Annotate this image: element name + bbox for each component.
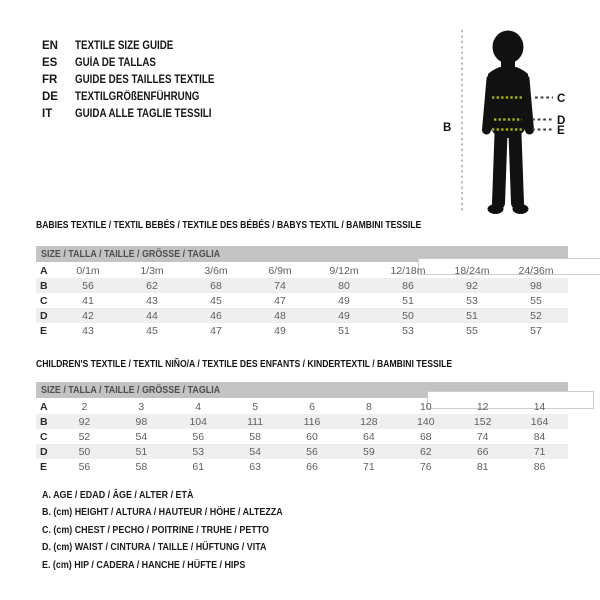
height-label: B <box>443 122 452 134</box>
table-cell: 51 <box>338 324 350 337</box>
table-cell: 56 <box>78 460 91 473</box>
lang-title: GUIDA ALLE TAGLIE TESSILI <box>75 107 212 120</box>
table-cell: 53 <box>192 445 205 458</box>
lang-title: TEXTILGRÖßENFÜHRUNG <box>75 90 200 103</box>
table-row <box>36 263 568 278</box>
table-cell: 140 <box>417 415 435 428</box>
table-cell: 45 <box>210 294 222 307</box>
lang-title: GUIDE DES TAILLES TEXTILE <box>75 73 215 86</box>
table-cell: 116 <box>303 415 321 428</box>
children-section-title: CHILDREN'S TEXTILE / TEXTIL NIÑO/A / TEXTILE DES ENFANTS / KINDERTEXTIL / BAMBINI TESSILE <box>36 358 453 370</box>
table-cell: 61 <box>192 460 205 473</box>
table-cell: 52 <box>78 430 91 443</box>
table-cell: 152 <box>473 415 492 428</box>
legend-line-age: A. AGE / EDAD / ÂGE / ALTER / ETÀ <box>42 488 194 501</box>
table-cell: 55 <box>530 294 542 307</box>
legend-line-chest: C. (cm) CHEST / PECHO / POITRINE / TRUHE / PETTO <box>42 523 269 536</box>
table-row <box>36 308 568 323</box>
children-table-rows <box>36 399 568 474</box>
lang-row-en <box>42 37 239 54</box>
table-cell: 81 <box>476 460 489 473</box>
table-cell: 98 <box>530 279 542 292</box>
table-cell: 128 <box>360 415 378 428</box>
table-row <box>36 444 568 459</box>
table-cell: 14 <box>533 400 546 413</box>
table-row <box>36 278 568 293</box>
lang-row-fr <box>42 71 239 88</box>
language-title-list <box>42 37 239 122</box>
table-cell: 49 <box>338 294 350 307</box>
table-cell: 51 <box>402 294 414 307</box>
child-silhouette <box>487 31 530 215</box>
table-cell: 49 <box>274 324 286 337</box>
table-cell: 76 <box>419 460 432 473</box>
table-cell: 6 <box>309 400 315 413</box>
table-cell: 86 <box>533 460 546 473</box>
table-cell: 3/6m <box>204 264 228 277</box>
table-cell: 71 <box>363 460 375 473</box>
table-row <box>36 414 568 429</box>
table-cell: 60 <box>306 430 318 443</box>
table-cell: 47 <box>274 294 286 307</box>
row-label: D <box>40 309 48 322</box>
table-cell: 41 <box>82 294 94 307</box>
table-cell: 58 <box>249 430 261 443</box>
babies-table-rows <box>36 263 568 338</box>
table-cell: 111 <box>247 415 264 428</box>
row-label: E <box>40 324 48 337</box>
table-cell: 66 <box>476 445 489 458</box>
lang-row-es <box>42 54 239 71</box>
table-cell: 10 <box>419 400 432 413</box>
babies-section-title: BABIES TEXTILE / TEXTIL BEBÉS / TEXTILE DES BÉBÉS / BABYS TEXTIL / BAMBINI TESSILE <box>36 219 422 231</box>
table-cell: 2 <box>81 400 88 413</box>
table-cell: 12/18m <box>390 264 426 277</box>
table-cell: 57 <box>530 324 542 337</box>
table-cell: 164 <box>530 415 549 428</box>
table-cell: 43 <box>82 324 94 337</box>
table-cell: 56 <box>306 445 318 458</box>
table-cell: 50 <box>78 445 91 458</box>
table-row <box>36 429 568 444</box>
table-row <box>36 293 568 308</box>
table-cell: 56 <box>82 279 94 292</box>
table-cell: 84 <box>533 430 546 443</box>
lang-code: FR <box>42 73 58 86</box>
lang-title: GUÍA DE TALLAS <box>75 56 156 69</box>
lang-row-it <box>42 105 239 122</box>
table-cell: 3 <box>138 400 145 413</box>
lang-title: TEXTILE SIZE GUIDE <box>75 39 174 52</box>
lang-code: IT <box>42 107 53 120</box>
table-cell: 68 <box>210 279 222 292</box>
row-label: E <box>40 460 48 473</box>
table-cell: 66 <box>306 460 318 473</box>
table-row <box>36 399 568 414</box>
table-cell: 9/12m <box>329 264 359 277</box>
table-cell: 74 <box>274 279 286 292</box>
table-cell: 44 <box>146 309 158 322</box>
table-cell: 62 <box>146 279 158 292</box>
table-cell: 55 <box>466 324 478 337</box>
row-label: A <box>40 400 48 413</box>
row-label: C <box>40 294 48 307</box>
table-cell: 8 <box>365 400 372 413</box>
table-cell: 74 <box>476 430 489 443</box>
table-cell: 53 <box>466 294 478 307</box>
chest-label: C <box>557 93 566 105</box>
waist-label: D <box>557 115 566 127</box>
child-silhouette-diagram <box>440 22 600 222</box>
table-cell: 98 <box>135 415 148 428</box>
table-cell: 54 <box>135 430 148 443</box>
lang-code: EN <box>42 39 58 52</box>
lang-code: DE <box>42 90 58 103</box>
row-label: A <box>40 264 48 277</box>
table-cell: 42 <box>82 309 94 322</box>
table-cell: 1/3m <box>140 264 164 277</box>
table-cell: 58 <box>135 460 148 473</box>
row-label: B <box>40 279 48 292</box>
table-cell: 49 <box>338 309 350 322</box>
table-cell: 0/1m <box>76 264 100 277</box>
table-cell: 63 <box>249 460 261 473</box>
table-cell: 24/36m <box>518 264 554 277</box>
measurement-figure <box>440 22 600 222</box>
row-label: B <box>40 415 48 428</box>
table-cell: 56 <box>192 430 205 443</box>
table-cell: 62 <box>419 445 432 458</box>
table-cell: 6/9m <box>268 264 292 277</box>
table-cell: 71 <box>533 445 546 458</box>
row-label: D <box>40 445 48 458</box>
lang-code: ES <box>42 56 58 69</box>
table-cell: 45 <box>146 324 158 337</box>
table-cell: 86 <box>402 279 414 292</box>
legend-line-height: B. (cm) HEIGHT / ALTURA / HAUTEUR / HÖHE / ALTEZZA <box>42 506 283 519</box>
children-size-header-bar: SIZE / TALLA / TAILLE / GRÖSSE / TAGLIA <box>36 382 568 398</box>
table-cell: 5 <box>252 400 259 413</box>
table-cell: 80 <box>338 279 350 292</box>
table-cell: 47 <box>210 324 222 337</box>
babies-size-header-bar: SIZE / TALLA / TAILLE / GRÖSSE / TAGLIA <box>36 246 568 262</box>
table-cell: 46 <box>210 309 222 322</box>
table-cell: 104 <box>189 415 207 428</box>
table-cell: 92 <box>466 279 478 292</box>
table-cell: 51 <box>466 309 478 322</box>
legend-line-hip: E. (cm) HIP / CADERA / HANCHE / HÜFTE / HIPS <box>42 558 246 571</box>
table-cell: 59 <box>363 445 375 458</box>
table-cell: 54 <box>249 445 261 458</box>
table-cell: 52 <box>530 309 542 322</box>
measurement-legend <box>42 486 325 574</box>
table-cell: 50 <box>402 309 414 322</box>
table-row <box>36 323 568 338</box>
legend-line-waist: D. (cm) WAIST / CINTURA / TAILLE / HÜFTUNG / VITA <box>42 541 267 554</box>
table-cell: 12 <box>476 400 489 413</box>
table-cell: 51 <box>135 445 148 458</box>
hip-label: E <box>557 125 565 137</box>
lang-row-de <box>42 88 239 105</box>
table-cell: 43 <box>146 294 158 307</box>
table-cell: 64 <box>363 430 375 443</box>
row-label: C <box>40 430 48 443</box>
table-row <box>36 459 568 474</box>
table-cell: 53 <box>402 324 414 337</box>
table-cell: 92 <box>78 415 91 428</box>
table-cell: 68 <box>419 430 432 443</box>
table-cell: 48 <box>274 309 286 322</box>
table-cell: 4 <box>195 400 202 413</box>
table-cell: 18/24m <box>454 264 490 277</box>
